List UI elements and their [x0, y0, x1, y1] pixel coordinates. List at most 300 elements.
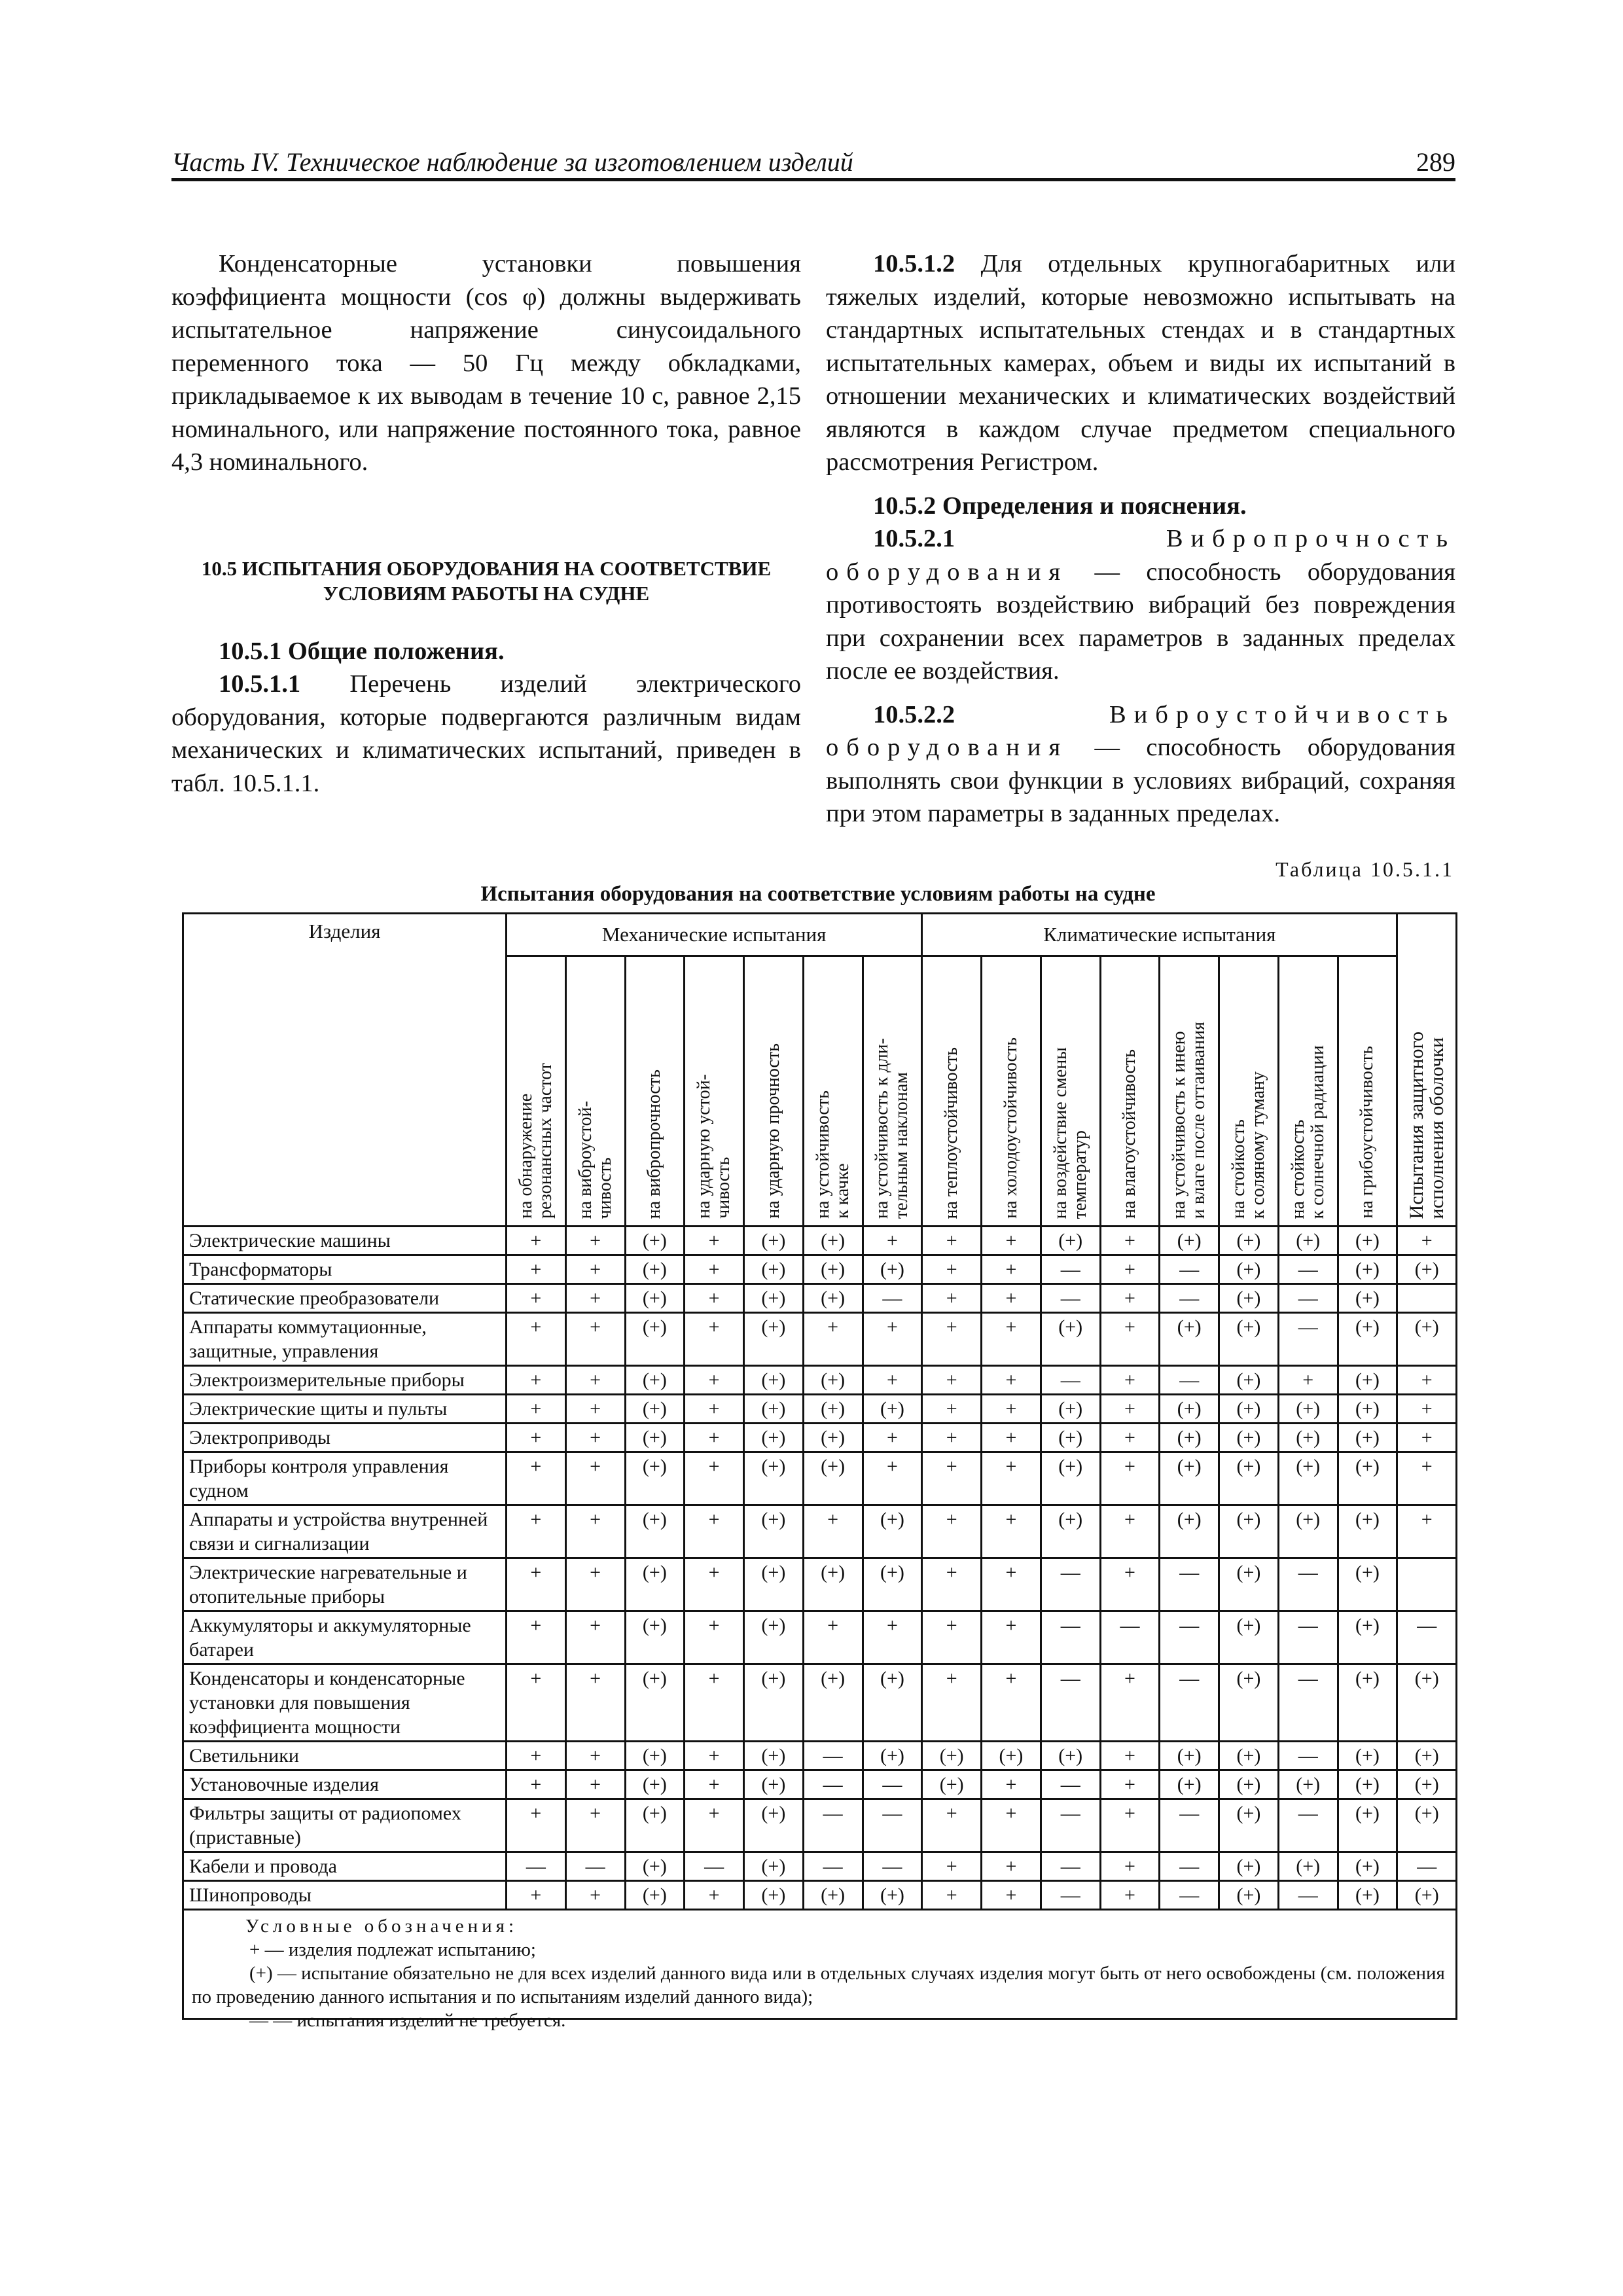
table-cell: +	[922, 1366, 982, 1395]
table-cell: +	[982, 1424, 1041, 1452]
column-header-6	[803, 956, 863, 1227]
table-cell: (+)	[744, 1284, 804, 1313]
table-cell: +	[507, 1611, 566, 1664]
column-header-text-4	[694, 1067, 734, 1225]
table-cell: +	[507, 1313, 566, 1366]
table-cell: (+)	[1160, 1227, 1219, 1255]
table-cell: +	[565, 1664, 625, 1742]
table-cell: —	[685, 1852, 744, 1881]
table-cell: +	[565, 1799, 625, 1852]
table-cell: (+)	[922, 1770, 982, 1799]
table-row	[183, 1227, 1457, 1255]
table-cell: (+)	[803, 1452, 863, 1505]
group-header-mechanical: Механические испытания	[507, 914, 922, 956]
column-header-8	[922, 956, 982, 1227]
table-cell: +	[863, 1313, 922, 1366]
table-cell: (+)	[1219, 1424, 1279, 1452]
table-row	[183, 1558, 1457, 1611]
table-cell: —	[1100, 1611, 1160, 1664]
table-cell: +	[1100, 1505, 1160, 1558]
column-header-13	[1219, 956, 1279, 1227]
table-cell: —	[507, 1852, 566, 1881]
table-cell: (+)	[1338, 1255, 1397, 1284]
column-header-text-2	[576, 1094, 615, 1225]
table-cell: (+)	[1219, 1366, 1279, 1395]
column-header-text-10	[1051, 1041, 1090, 1225]
table-cell: +	[565, 1881, 625, 1910]
table-cell: —	[1041, 1881, 1100, 1910]
table-cell: (+)	[1397, 1881, 1457, 1910]
table-legend	[182, 1909, 1457, 2031]
column-header-line: к соляному туману	[1247, 1071, 1268, 1219]
table-row	[183, 1366, 1457, 1395]
table-cell: —	[803, 1852, 863, 1881]
table-cell: +	[507, 1505, 566, 1558]
table-cell: +	[507, 1881, 566, 1910]
table-cell: (+)	[1219, 1227, 1279, 1255]
table-row	[183, 1284, 1457, 1313]
table-row	[183, 1505, 1457, 1558]
column-header-11	[1100, 956, 1160, 1227]
legend-paren-plus: (+) — испытание обязательно не для всех изделий данного вида или в отдельных случаях изделия могут быть от него освобождены (см. положения по проведению данного испытания и по испытаниям изделий данного вида);	[192, 1963, 1445, 2007]
table-cell: (+)	[922, 1742, 982, 1770]
row-item-name: Приборы контроля управления судном	[183, 1452, 507, 1505]
table-cell: +	[1100, 1558, 1160, 1611]
column-header-text-13	[1229, 1065, 1268, 1225]
table-cell: (+)	[863, 1255, 922, 1284]
clause-text: — способность оборудования выполнять свои функции в условиях вибраций, сохраняя при этом параметры в заданных пределах.	[826, 734, 1455, 827]
table-cell: (+)	[1219, 1395, 1279, 1424]
table-cell: (+)	[625, 1664, 685, 1742]
column-header-items: Изделия	[183, 914, 507, 1227]
table-cell: +	[507, 1742, 566, 1770]
table-cell: +	[685, 1255, 744, 1284]
row-item-name: Кабели и провода	[183, 1852, 507, 1881]
paragraph-10-5-1-2	[826, 247, 1455, 479]
column-header-line: к солнечной радиации	[1307, 1045, 1328, 1219]
table-row	[183, 1424, 1457, 1452]
table-cell: +	[685, 1664, 744, 1742]
table-cell: +	[982, 1255, 1041, 1284]
column-header-text-14	[1289, 1039, 1328, 1225]
clause-number: 10.5.2.2	[873, 700, 955, 728]
table-cell: +	[565, 1395, 625, 1424]
table-cell: (+)	[1278, 1452, 1338, 1505]
column-header-text-12	[1169, 1015, 1209, 1225]
column-header-line: на стойкость	[1287, 1119, 1308, 1219]
paragraph-10-5-2-1	[826, 522, 1455, 688]
table-cell: (+)	[803, 1881, 863, 1910]
table-cell: (+)	[1338, 1799, 1397, 1852]
table-cell: (+)	[863, 1881, 922, 1910]
table-cell: —	[1160, 1611, 1219, 1664]
table-cell: (+)	[1338, 1558, 1397, 1611]
table-cell: +	[1397, 1424, 1457, 1452]
table-cell: (+)	[863, 1558, 922, 1611]
table-cell: +	[1100, 1799, 1160, 1852]
table-cell: (+)	[803, 1255, 863, 1284]
column-header-line: резонансных частот	[535, 1063, 556, 1219]
table-cell: (+)	[1338, 1227, 1397, 1255]
table-row	[183, 1770, 1457, 1799]
table-cell: (+)	[744, 1424, 804, 1452]
table-cell: (+)	[744, 1664, 804, 1742]
table-cell: —	[1041, 1284, 1100, 1313]
table-cell: (+)	[1278, 1227, 1338, 1255]
table-cell: +	[863, 1366, 922, 1395]
row-item-name: Аппараты и устройства внутренней связи и сигнализации	[183, 1505, 507, 1558]
table-cell: (+)	[1397, 1770, 1457, 1799]
table-cell: (+)	[1397, 1799, 1457, 1852]
table-cell: (+)	[1397, 1313, 1457, 1366]
table-cell: (+)	[744, 1395, 804, 1424]
subsection-general: 10.5.1 Общие положения.	[219, 637, 505, 665]
defined-term: Виброустойчивость оборудования	[826, 700, 1455, 761]
table-cell: (+)	[1338, 1313, 1397, 1366]
right-column	[826, 247, 1455, 831]
table-cell: (+)	[1219, 1770, 1279, 1799]
table-cell: (+)	[1338, 1881, 1397, 1910]
table-cell: +	[803, 1611, 863, 1664]
table-cell: +	[685, 1505, 744, 1558]
table-cell: (+)	[803, 1395, 863, 1424]
table-row	[183, 1664, 1457, 1742]
table-cell: +	[982, 1505, 1041, 1558]
section-heading	[171, 556, 801, 606]
table-cell: (+)	[1219, 1558, 1279, 1611]
table-cell: —	[803, 1799, 863, 1852]
clause-number: 10.5.1.1	[219, 670, 301, 698]
table-cell: (+)	[1219, 1742, 1279, 1770]
table-cell: —	[1041, 1611, 1100, 1664]
table-cell: +	[565, 1227, 625, 1255]
table-cell: +	[685, 1742, 744, 1770]
column-header-line: на холодоустойчивость	[1000, 1037, 1021, 1219]
column-header-line: на устойчивость к инею	[1169, 1031, 1190, 1219]
table-cell: +	[1397, 1505, 1457, 1558]
table-cell: +	[1100, 1852, 1160, 1881]
table-cell: —	[1278, 1284, 1338, 1313]
clause-text: — способность оборудования противостоять воздействию вибраций без повреждения при сохранении всех параметров в заданных пределах после ее воздействия.	[826, 558, 1455, 685]
row-item-name: Электроприводы	[183, 1424, 507, 1452]
table-cell: —	[803, 1742, 863, 1770]
column-header-2	[565, 956, 625, 1227]
table-cell: (+)	[1219, 1452, 1279, 1505]
table-cell	[1397, 1284, 1457, 1313]
table-cell: (+)	[744, 1852, 804, 1881]
table-cell: +	[565, 1505, 625, 1558]
table-cell: +	[1100, 1255, 1160, 1284]
table-cell: —	[863, 1770, 922, 1799]
column-header-3	[625, 956, 685, 1227]
table-cell: +	[922, 1881, 982, 1910]
table-cell: —	[565, 1852, 625, 1881]
table-cell: —	[1160, 1255, 1219, 1284]
table-cell: (+)	[1338, 1424, 1397, 1452]
column-header-text-6	[813, 1084, 853, 1225]
row-item-name: Трансформаторы	[183, 1255, 507, 1284]
table-cell: +	[507, 1770, 566, 1799]
table-cell: (+)	[1041, 1452, 1100, 1505]
table-cell: +	[982, 1770, 1041, 1799]
table-cell: +	[507, 1558, 566, 1611]
table-cell: (+)	[863, 1395, 922, 1424]
table-cell: +	[565, 1313, 625, 1366]
paragraph-10-5-1-1	[171, 668, 801, 800]
table-cell: (+)	[1219, 1611, 1279, 1664]
table-cell: +	[685, 1881, 744, 1910]
table-cell: (+)	[863, 1742, 922, 1770]
table-cell: +	[565, 1770, 625, 1799]
table-cell: +	[922, 1424, 982, 1452]
table-cell: +	[1397, 1366, 1457, 1395]
table-cell: —	[1278, 1611, 1338, 1664]
table-cell: —	[1278, 1255, 1338, 1284]
table-cell: —	[1278, 1558, 1338, 1611]
column-header-text-7	[872, 1031, 912, 1225]
row-item-name: Светильники	[183, 1742, 507, 1770]
table-cell: (+)	[625, 1881, 685, 1910]
table-cell: (+)	[1397, 1664, 1457, 1742]
table-cell: —	[1278, 1313, 1338, 1366]
table-cell: +	[1397, 1452, 1457, 1505]
table-cell: (+)	[625, 1452, 685, 1505]
column-header-line: на устойчивость к дли-	[872, 1037, 893, 1219]
table-cell: +	[685, 1770, 744, 1799]
column-header-text-5	[764, 1037, 783, 1225]
table-row	[183, 1852, 1457, 1881]
table-cell: (+)	[1219, 1799, 1279, 1852]
table-cell: (+)	[1219, 1255, 1279, 1284]
table-cell	[1397, 1558, 1457, 1611]
table-cell: (+)	[625, 1742, 685, 1770]
table-cell: +	[803, 1313, 863, 1366]
table-cell: +	[685, 1611, 744, 1664]
table-cell: +	[1100, 1227, 1160, 1255]
table-cell: (+)	[1160, 1313, 1219, 1366]
table-cell: +	[565, 1611, 625, 1664]
column-header-7	[863, 956, 922, 1227]
table-cell: (+)	[803, 1558, 863, 1611]
column-header-line: на теплоустойчивость	[941, 1047, 962, 1219]
table-cell: (+)	[1160, 1452, 1219, 1505]
table-cell: +	[982, 1284, 1041, 1313]
table-row	[183, 1395, 1457, 1424]
column-header-line: на воздействие смены	[1050, 1047, 1071, 1219]
table-cell: (+)	[1397, 1255, 1457, 1284]
table-cell: —	[1041, 1664, 1100, 1742]
table-cell: —	[1397, 1611, 1457, 1664]
row-item-name: Электрические машины	[183, 1227, 507, 1255]
table-cell: +	[565, 1366, 625, 1395]
table-row	[183, 1611, 1457, 1664]
column-header-12	[1160, 956, 1219, 1227]
table-cell: +	[982, 1395, 1041, 1424]
table-cell: +	[863, 1611, 922, 1664]
table-cell: +	[565, 1424, 625, 1452]
table-cell: (+)	[1338, 1452, 1397, 1505]
row-item-name: Электрические нагревательные и отопительные приборы	[183, 1558, 507, 1611]
table-cell: +	[1397, 1227, 1457, 1255]
table-cell: (+)	[1338, 1770, 1397, 1799]
table-cell: (+)	[625, 1366, 685, 1395]
table-cell: +	[507, 1284, 566, 1313]
column-header-text-1	[516, 1056, 556, 1225]
column-header-text-11	[1120, 1043, 1139, 1225]
table-cell: (+)	[1219, 1284, 1279, 1313]
row-item-name: Электрические щиты и пульты	[183, 1395, 507, 1424]
table-cell: +	[507, 1424, 566, 1452]
column-header-line: на устойчивость	[812, 1090, 833, 1219]
table-cell: (+)	[1278, 1505, 1338, 1558]
table-cell: +	[1100, 1424, 1160, 1452]
table-cell: +	[982, 1611, 1041, 1664]
table-cell: +	[982, 1227, 1041, 1255]
table-cell: +	[922, 1227, 982, 1255]
table-cell: +	[1100, 1395, 1160, 1424]
row-item-name: Шинопроводы	[183, 1881, 507, 1910]
group-header-climatic: Климатические испытания	[922, 914, 1397, 956]
clause-number: 10.5.2.1	[873, 525, 955, 552]
row-item-name: Электроизмерительные приборы	[183, 1366, 507, 1395]
column-header-line: температур	[1069, 1130, 1090, 1219]
table-cell: +	[922, 1395, 982, 1424]
table-cell: (+)	[744, 1558, 804, 1611]
paragraph-10-5-2-2	[826, 698, 1455, 831]
table-cell: (+)	[1160, 1424, 1219, 1452]
table-cell: +	[685, 1424, 744, 1452]
column-header-text-8	[942, 1041, 961, 1225]
table-cell: (+)	[863, 1664, 922, 1742]
table-cell: +	[507, 1664, 566, 1742]
table-cell: —	[803, 1770, 863, 1799]
table-cell: —	[1160, 1881, 1219, 1910]
table-cell: (+)	[1219, 1852, 1279, 1881]
table-cell: +	[922, 1852, 982, 1881]
table-cell: +	[565, 1742, 625, 1770]
table-cell: +	[1100, 1313, 1160, 1366]
table-cell: (+)	[744, 1611, 804, 1664]
table-cell: (+)	[625, 1799, 685, 1852]
column-header-line: Испытания защитного	[1406, 1031, 1428, 1219]
table-cell: +	[1100, 1742, 1160, 1770]
table-cell: —	[1041, 1799, 1100, 1852]
table-cell: +	[1100, 1664, 1160, 1742]
table-cell: +	[507, 1255, 566, 1284]
table-cell: (+)	[803, 1424, 863, 1452]
table-cell: (+)	[625, 1558, 685, 1611]
table-cell: (+)	[803, 1664, 863, 1742]
left-column	[171, 247, 801, 800]
table-cell: +	[863, 1227, 922, 1255]
column-header-line: на ударную прочность	[762, 1043, 783, 1219]
table-cell: —	[1041, 1366, 1100, 1395]
table-cell: +	[507, 1799, 566, 1852]
table-cell: +	[982, 1452, 1041, 1505]
table-cell: (+)	[1041, 1313, 1100, 1366]
table-cell: +	[982, 1881, 1041, 1910]
table-cell: (+)	[1338, 1395, 1397, 1424]
table-cell: (+)	[744, 1799, 804, 1852]
table-cell: (+)	[625, 1424, 685, 1452]
table-cell: —	[1278, 1664, 1338, 1742]
table-cell: +	[922, 1664, 982, 1742]
table-cell: (+)	[803, 1366, 863, 1395]
row-item-name: Статические преобразователи	[183, 1284, 507, 1313]
table-cell: +	[982, 1664, 1041, 1742]
table-cell: +	[863, 1424, 922, 1452]
table-cell: +	[565, 1255, 625, 1284]
column-header-line: чивость	[594, 1157, 615, 1219]
table-cell: (+)	[1041, 1227, 1100, 1255]
table-cell: —	[1160, 1284, 1219, 1313]
column-header-line: и влаге после оттаивания	[1188, 1021, 1209, 1219]
column-header-line: чивость	[713, 1157, 734, 1219]
table-cell: (+)	[744, 1452, 804, 1505]
table-cell: (+)	[1338, 1611, 1397, 1664]
column-header-line: на грибоустойчивость	[1357, 1046, 1378, 1219]
column-header-line: к качке	[832, 1163, 853, 1219]
table-cell: +	[982, 1799, 1041, 1852]
table-cell: (+)	[744, 1227, 804, 1255]
table-cell: (+)	[1338, 1284, 1397, 1313]
table-cell: (+)	[1219, 1664, 1279, 1742]
table-cell: —	[1397, 1852, 1457, 1881]
table-cell: (+)	[1160, 1395, 1219, 1424]
column-header-text-9	[1001, 1031, 1021, 1225]
page-header	[171, 145, 1455, 181]
column-header-text-16	[1406, 1025, 1447, 1225]
column-header-14	[1278, 956, 1338, 1227]
table-cell: +	[565, 1284, 625, 1313]
table-title: Испытания оборудования на соответствие условиям работы на судне	[480, 882, 1156, 906]
column-header-5	[744, 956, 804, 1227]
row-item-name: Установочные изделия	[183, 1770, 507, 1799]
table-cell: +	[982, 1366, 1041, 1395]
table-cell: (+)	[625, 1852, 685, 1881]
clause-text: Перечень изделий электрического оборудования, которые подвергаются различным видам механических и климатических испытаний, приведен в табл. 10.5.1.1.	[171, 670, 801, 797]
column-header-line: на обнаружение	[515, 1093, 536, 1219]
table-cell: +	[922, 1505, 982, 1558]
table-cell: (+)	[625, 1227, 685, 1255]
table-row	[183, 1313, 1457, 1366]
table-cell: +	[1100, 1284, 1160, 1313]
table-cell: +	[1100, 1452, 1160, 1505]
table-cell: +	[803, 1505, 863, 1558]
table-cell: —	[1041, 1558, 1100, 1611]
table-cell: (+)	[982, 1742, 1041, 1770]
column-header-1	[507, 956, 566, 1227]
table-cell: (+)	[1219, 1881, 1279, 1910]
table-cell: (+)	[803, 1227, 863, 1255]
table-cell: +	[922, 1255, 982, 1284]
table-cell: +	[922, 1611, 982, 1664]
table-cell: (+)	[744, 1255, 804, 1284]
table-cell: +	[507, 1452, 566, 1505]
table-row	[183, 1452, 1457, 1505]
table-cell: —	[1041, 1770, 1100, 1799]
table-cell: (+)	[625, 1611, 685, 1664]
legend-title: Условные обозначения:	[245, 1916, 518, 1937]
table-cell: —	[863, 1852, 922, 1881]
table-cell: +	[685, 1284, 744, 1313]
table-cell: —	[863, 1284, 922, 1313]
table-cell: (+)	[1397, 1742, 1457, 1770]
table-cell: +	[922, 1284, 982, 1313]
table-cell: (+)	[1278, 1424, 1338, 1452]
table-cell: (+)	[1160, 1742, 1219, 1770]
table-cell: —	[1041, 1852, 1100, 1881]
